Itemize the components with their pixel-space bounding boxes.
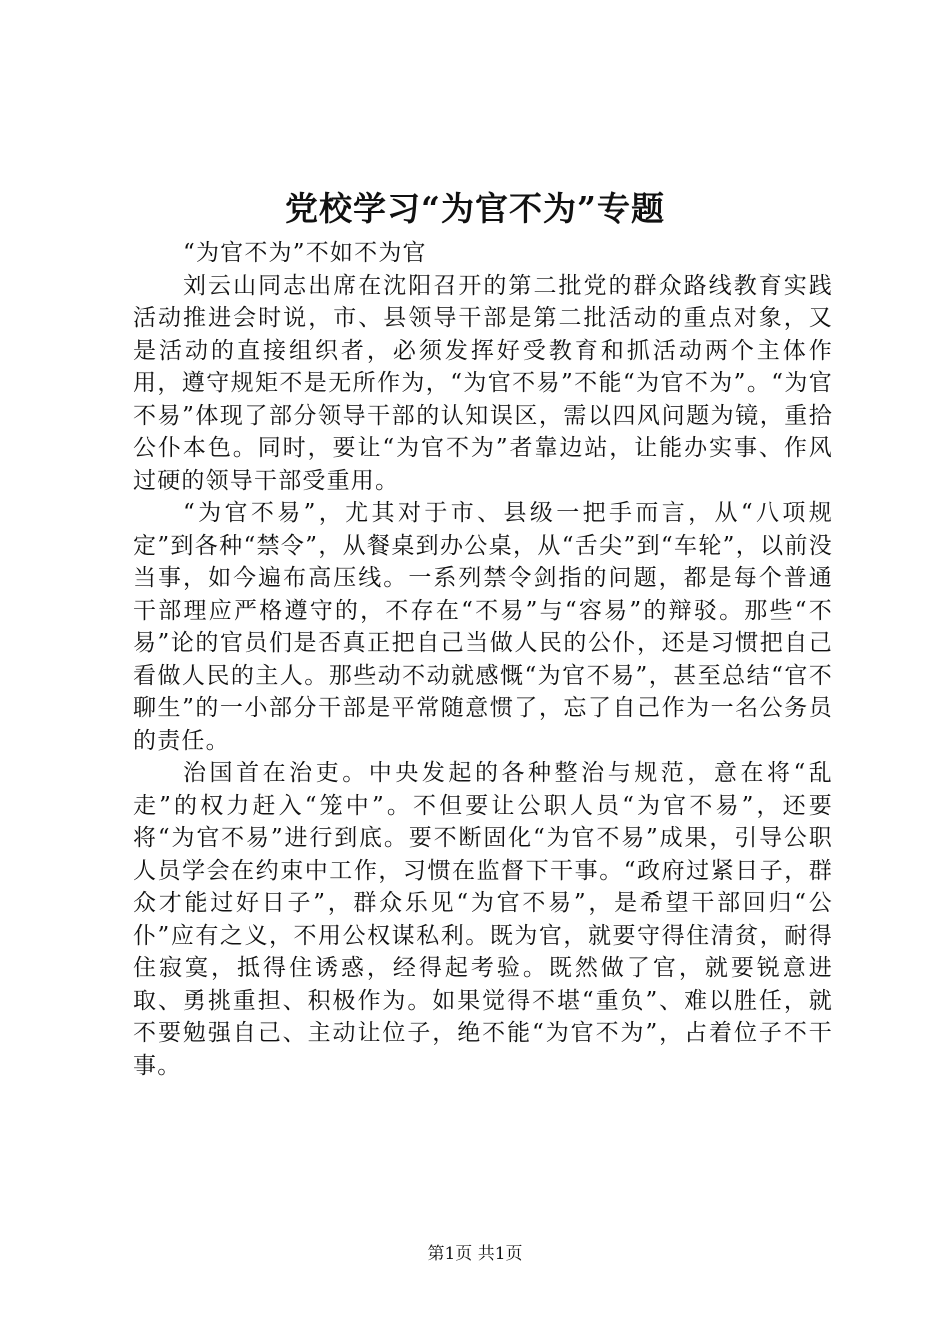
document-subtitle: “为官不为”不如不为官 xyxy=(183,240,427,266)
page-footer: 第1页 共1页 xyxy=(427,1244,523,1264)
paragraph-3: 治国首在治吏。中央发起的各种整治与规范，意在将“乱走”的权力赶入“笼中”。不但要让公职人员“为官不易”，还要将“为官不易”进行到底。要不断固化“为官不易”成果，引导公职人员学会在约束中工作，习惯在监督下干事。“政府过紧日子，群众才能过好日子”，群众乐见“为官不易”，是希望干部回归“公仆”应有之义，不用公权谋私利。既为官，就要守得住清贫，耐得住寂寞，抵得住诱惑，经得起考验。既然做了官，就要锐意进取、勇挑重担、积极作为。如果觉得不堪“重负”、难以胜任，就不要勉强自己、主动让位子，绝不能“为官不为”，占着位子不干事。 xyxy=(133,760,833,1079)
document-body xyxy=(133,237,833,1082)
document-title: 党校学习“为官不为”专题 xyxy=(285,189,665,228)
paragraph-2: “为官不易”，尤其对于市、县级一把手而言，从“八项规定”到各种“禁令”，从餐桌到办公桌，从“舌尖”到“车轮”，以前没当事，如今遍布高压线。一系列禁令剑指的问题，都是每个普通干部理应严格遵守的，不存在“不易”与“容易”的辩驳。那些“不易”论的官员们是否真正把自己当做人民的公仆，还是习惯把自己看做人民的主人。那些动不动就感慨“为官不易”，甚至总结“官不聊生”的一小部分干部是平常随意惯了，忘了自己作为一名公务员的责任。 xyxy=(133,500,833,754)
paragraph-1: 刘云山同志出席在沈阳召开的第二批党的群众路线教育实践活动推进会时说，市、县领导干部是第二批活动的重点对象，又是活动的直接组织者，必须发挥好受教育和抓活动两个主体作用，遵守规矩不是无所作为，“为官不易”不能“为官不为”。“为官不易”体现了部分领导干部的认知误区，需以四风问题为镜，重拾公仆本色。同时，要让“为官不为”者靠边站，让能办实事、作风过硬的领导干部受重用。 xyxy=(133,272,833,494)
